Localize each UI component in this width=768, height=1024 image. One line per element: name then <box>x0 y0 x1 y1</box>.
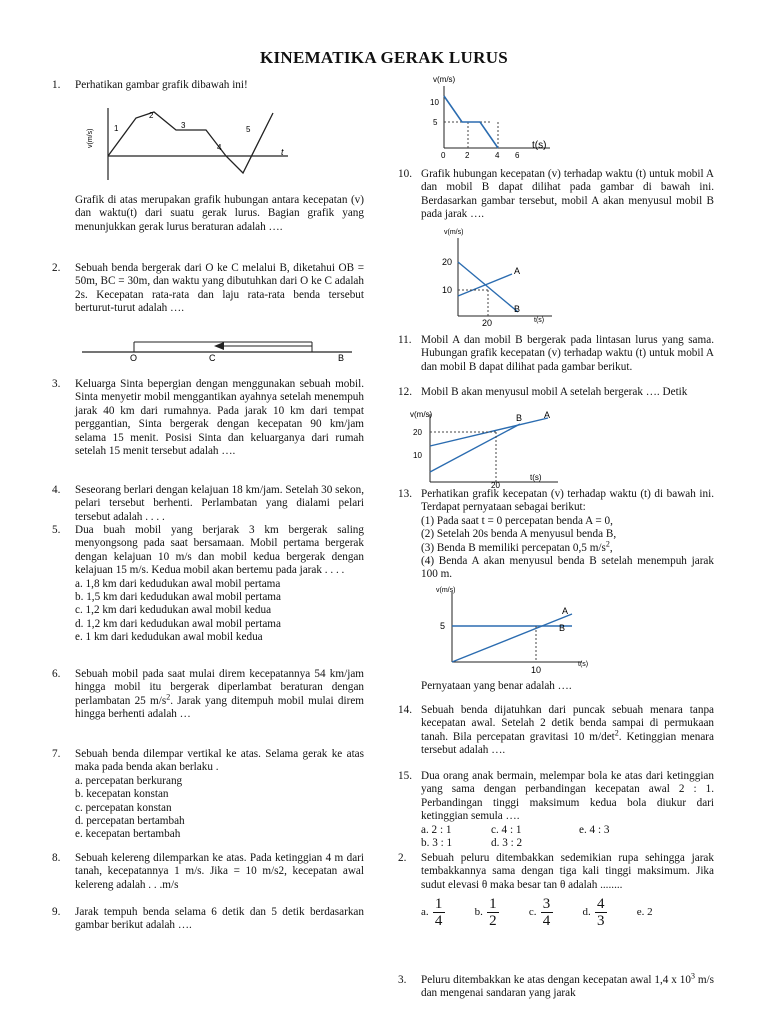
question-number: 11. <box>398 334 412 346</box>
vt-graph-q10 <box>428 224 568 330</box>
graph9-xtick-6: 6 <box>515 151 520 160</box>
question-text: Pernyataan yang benar adalah …. <box>421 680 572 692</box>
numerator: 1 <box>434 896 443 913</box>
question-7 <box>52 748 364 842</box>
motion-line-diagram <box>82 336 352 362</box>
point-o: O <box>130 353 138 362</box>
question-text: Mobil A dan mobil B bergerak pada lintasan lurus yang sama. Hubungan grafik kecepatan (v) terhadap waktu (t) untuk mobil A dan mobil B dapat dilihat pada gambar berikut. <box>421 334 714 373</box>
question-1 <box>52 79 364 92</box>
question-13-prompt <box>398 680 714 693</box>
question-15 <box>398 770 714 850</box>
question-12 <box>398 386 714 399</box>
graph12-ytick-20: 20 <box>413 428 422 437</box>
question-text: Dua orang anak bermain, melempar bola ke atas dari ketinggian yang sama dengan perbandingan kecepatan awal 2 : 1. Perbandingan tinggi maksimum kedua bola diukur dari ketinggian semula …. <box>421 770 714 823</box>
question-text: Seseorang berlari dengan kelajuan 18 km/jam. Setelah 30 sekon, pelari tersebut berhenti. Perlambatan yang dialami pelari tersebut adalah . . . . <box>75 484 364 523</box>
question-text: Sebuah benda dilempar vertikal ke atas. Selama gerak ke atas maka pada benda akan berlaku . <box>75 748 364 774</box>
graph10-label-b: B <box>514 304 521 314</box>
question-number: 12. <box>398 386 412 398</box>
graph9-xtick-0: 0 <box>441 151 446 160</box>
graph1-seg1: 1 <box>114 124 119 133</box>
statement-3-text: (3) Benda B memiliki percepatan 0,5 m/s <box>421 541 606 554</box>
question-text: Sebuah kelereng dilemparkan ke atas. Pada ketinggian 4 m dari tanah, kecepatannya 1 m/s. Jika = 10 m/s2, kecepatan awal kelereng adalah . . .m/s <box>75 852 364 891</box>
option-letter: a. <box>421 906 429 919</box>
options-row-2 <box>421 837 714 850</box>
statement-4: (4) Benda A akan menyusul benda B setelah menempuh jarak 100 m. <box>421 555 714 581</box>
question-text: Jarak tempuh benda selama 6 detik dan 5 detik berdasarkan gambar berikut adalah …. <box>75 906 364 932</box>
statement-2: (2) Setelah 20s benda A menyusul benda B, <box>421 528 617 541</box>
question-number: 15. <box>398 770 412 782</box>
question-6 <box>52 668 364 722</box>
numerator: 3 <box>542 896 551 913</box>
graph1-xlabel: t <box>281 147 284 157</box>
graph9-ytick-10: 10 <box>430 98 439 107</box>
option-a[interactable]: a. 1,8 km dari kedudukan awal mobil pertama <box>75 577 281 590</box>
fraction <box>595 896 607 929</box>
denominator: 4 <box>542 913 551 930</box>
question-number: 6. <box>52 668 61 680</box>
question-text-part: Sebuah benda dijatuhkan dari puncak sebuah menara tanpa kecepatan awal. Setelah 2 detik benda sampai di permukaan tanah. Bila percepatan gravitasi 10 m/det <box>421 704 714 743</box>
question-text: Keluarga Sinta bepergian dengan menggunakan sebuah mobil. Sinta menyetir mobil menggantikan ayahnya setelah menempuh jarak 40 km dari rumahnya. Pada jarak 10 km dari tempat perggantian, Sinta bergerak dengan kecepatan 90 km/jam selama 15 menit. Posisi Sinta dan keluarganya dari rumah setelah 15 menit tersebut adalah …. <box>75 378 364 458</box>
graph13-ytick-5: 5 <box>440 621 446 631</box>
option-d[interactable]: d. 1,2 km dari kedudukan awal mobil pertama <box>75 617 281 630</box>
denominator: 3 <box>597 913 605 930</box>
option-d[interactable]: d. percepatan bertambah <box>75 815 185 828</box>
question-text: Grafik di atas merupakan grafik hubungan antara kecepatan (v) dan waktu(t) dari suatu gerak lurus. Bagian grafik yang menunjukkan gerak lurus beraturan adalah …. <box>75 194 364 233</box>
page-title: KINEMATIKA GERAK LURUS <box>259 48 509 67</box>
question-number: 13. <box>398 488 412 500</box>
question-text-part: . Ketinggian menara tersebut adalah …. <box>421 730 714 757</box>
question-16 <box>398 852 714 929</box>
graph9-xtick-2: 2 <box>465 151 470 160</box>
statement-3 <box>421 538 714 555</box>
question-number: 9. <box>52 906 61 918</box>
question-11 <box>398 334 714 374</box>
graph9-xlabel: t(s) <box>532 140 547 151</box>
question-text: Mobil B akan menyusul mobil A setelah bergerak …. Detik <box>421 386 688 398</box>
question-number: 4. <box>52 484 61 496</box>
question-text: Sebuah peluru ditembakkan sedemikian rupa sehingga jarak tembakkannya sama dengan tiga kali tinggi maksimum. Jika sudut elevasi θ maka besar tan θ adalah ........ <box>421 852 714 891</box>
question-text <box>75 668 364 722</box>
question-text <box>421 704 714 758</box>
graph13-xlabel: t(s) <box>578 661 589 668</box>
question-2 <box>52 262 364 316</box>
question-text: Perhatikan gambar grafik dibawah ini! <box>75 79 248 91</box>
point-b: B <box>338 353 345 362</box>
statement-3-end: , <box>609 541 613 554</box>
graph10-xlabel: t(s) <box>534 317 545 324</box>
superscript: 2 <box>614 728 619 738</box>
question-number: 8. <box>52 852 61 864</box>
option-c[interactable]: c. 4 : 1 <box>491 823 522 836</box>
question-text <box>421 971 714 1001</box>
question-number: 2. <box>52 262 61 274</box>
question-text-part: m/s dan mengenai sandaran yang jarak <box>421 974 714 1000</box>
option-a[interactable]: a. percepatan berkurang <box>75 774 183 787</box>
option-e[interactable]: e. 2 <box>636 906 653 919</box>
question-number: 2. <box>398 852 407 864</box>
fraction <box>433 896 445 929</box>
numerator: 4 <box>597 896 605 913</box>
graph12-ylabel: v(m/s) <box>410 410 433 419</box>
graph12-xtick-20: 20 <box>491 481 500 488</box>
superscript: 2 <box>166 692 171 702</box>
question-text: Grafik hubungan kecepatan (v) terhadap waktu (t) untuk mobil A dan mobil B dapat dilihat pada gambar di bawah ini. Berdasarkan gambar tersebut, mobil A akan menyusul mobil B pada jarak …. <box>421 168 714 221</box>
graph1-seg4: 4 <box>217 143 222 152</box>
vt-graph-q13 <box>422 584 602 676</box>
option-b[interactable]: b. kecepatan konstan <box>75 788 169 801</box>
vt-graph-q12 <box>408 408 578 488</box>
graph10-ytick-20: 20 <box>442 257 453 267</box>
statement-1: (1) Pada saat t = 0 percepatan benda A = 0, <box>421 514 613 527</box>
option-d[interactable] <box>583 896 611 929</box>
graph13-xtick-10: 10 <box>531 665 542 675</box>
question-text: Sebuah benda bergerak dari O ke C melalui B, diketahui OB = 50m, BC = 30m, dan waktu yang dibutuhkan dari O ke C adalah 2s. Kecepatan rata-rata dan laju rata-rata benda tersebut berturut-turut adalah …. <box>75 262 364 315</box>
option-e[interactable]: e. 1 km dari kedudukan awal mobil kedua <box>75 631 263 644</box>
numerator: 1 <box>489 896 497 913</box>
superscript: 3 <box>690 971 695 981</box>
question-number: 1. <box>52 79 61 91</box>
question-10 <box>398 168 714 222</box>
graph13-label-a: A <box>562 606 569 616</box>
fraction <box>541 896 553 929</box>
graph12-xlabel: t(s) <box>530 473 542 482</box>
question-8 <box>52 852 364 892</box>
option-c[interactable]: c. 1,2 km dari kedudukan awal mobil kedua <box>75 604 272 617</box>
graph13-label-b: B <box>559 623 566 633</box>
option-b[interactable] <box>475 896 503 929</box>
question-14 <box>398 704 714 758</box>
question-17 <box>398 971 714 1001</box>
fraction <box>487 896 499 929</box>
option-c[interactable]: c. percepatan konstan <box>75 801 172 814</box>
graph12-label-a: A <box>544 410 551 420</box>
point-c: C <box>209 353 216 362</box>
denominator: 2 <box>489 913 497 930</box>
option-letter: c. <box>528 906 537 919</box>
vt-graph-q9 <box>422 74 592 160</box>
option-e[interactable]: e. kecepatan bertambah <box>75 828 181 841</box>
graph9-ylabel: v(m/s) <box>433 75 456 84</box>
question-number: 14. <box>398 704 412 716</box>
question-number: 10. <box>398 168 412 180</box>
graph1-seg5: 5 <box>246 125 251 134</box>
graph13-ylabel: v(m/s) <box>436 587 456 594</box>
question-number: 3. <box>52 378 61 390</box>
graph10-label-a: A <box>514 266 521 276</box>
graph10-ytick-10: 10 <box>442 285 453 295</box>
question-text-part: . Jarak yang ditempuh mobil mulai direm hingga berhenti adalah … <box>75 694 365 721</box>
option-b[interactable]: b. 1,5 km dari kedudukan awal mobil pertama <box>75 591 281 604</box>
options-row-1 <box>421 824 714 837</box>
graph10-ylabel: v(m/s) <box>444 229 464 236</box>
option-letter: d. <box>582 906 591 919</box>
question-text-part: Peluru ditembakkan ke atas dengan kecepatan awal 1,4 x 10 <box>421 974 691 986</box>
graph12-ytick-10: 10 <box>413 451 422 460</box>
option-e[interactable]: e. 4 : 3 <box>579 823 610 836</box>
question-number: 7. <box>52 748 61 760</box>
option-d[interactable]: d. 3 : 2 <box>491 837 523 850</box>
option-a[interactable] <box>421 896 449 929</box>
graph12-label-b: B <box>516 413 523 423</box>
graph10-xtick-20: 20 <box>482 318 493 328</box>
option-a[interactable]: a. 2 : 1 <box>421 823 452 836</box>
question-text: Dua buah mobil yang berjarak 3 km bergerak saling menyongsong pada saat bersamaan. Mobil pertama bergerak dengan kelajuan 10 m/s dan mobil kedua bergerak dengan kelajuan 15 m/s. Kedua mobil akan bertemu pada jarak . . . . <box>75 524 364 577</box>
fraction-options <box>421 896 714 929</box>
graph1-seg3: 3 <box>181 121 186 130</box>
option-letter: b. <box>474 906 483 919</box>
question-3 <box>52 378 364 458</box>
graph9-xtick-4: 4 <box>495 151 500 160</box>
question-text: Perhatikan grafik kecepatan (v) terhadap waktu (t) di bawah ini. Terdapat pernyataan sebagai berikut: <box>421 488 714 514</box>
denominator: 4 <box>434 913 443 930</box>
question-4 <box>52 484 364 524</box>
option-c[interactable] <box>529 896 557 929</box>
superscript: 2 <box>605 538 610 548</box>
graph1-seg2: 2 <box>149 111 154 120</box>
question-13 <box>398 488 714 582</box>
question-number: 3. <box>398 974 407 986</box>
question-5 <box>52 524 364 645</box>
graph1-ylabel: v(m/s) <box>87 128 94 148</box>
question-9 <box>52 906 364 933</box>
question-number: 5. <box>52 524 61 536</box>
graph9-ytick-5: 5 <box>433 118 438 127</box>
vt-graph-segments <box>78 98 318 188</box>
option-b[interactable]: b. 3 : 1 <box>421 837 453 850</box>
question-1-body <box>52 194 364 234</box>
question-text-part: Sebuah mobil pada saat mulai direm kecepatannya 54 km/jam hingga mobil itu bergerak diperlambat beraturan dengan perlambatan 25 m/s <box>75 668 364 707</box>
